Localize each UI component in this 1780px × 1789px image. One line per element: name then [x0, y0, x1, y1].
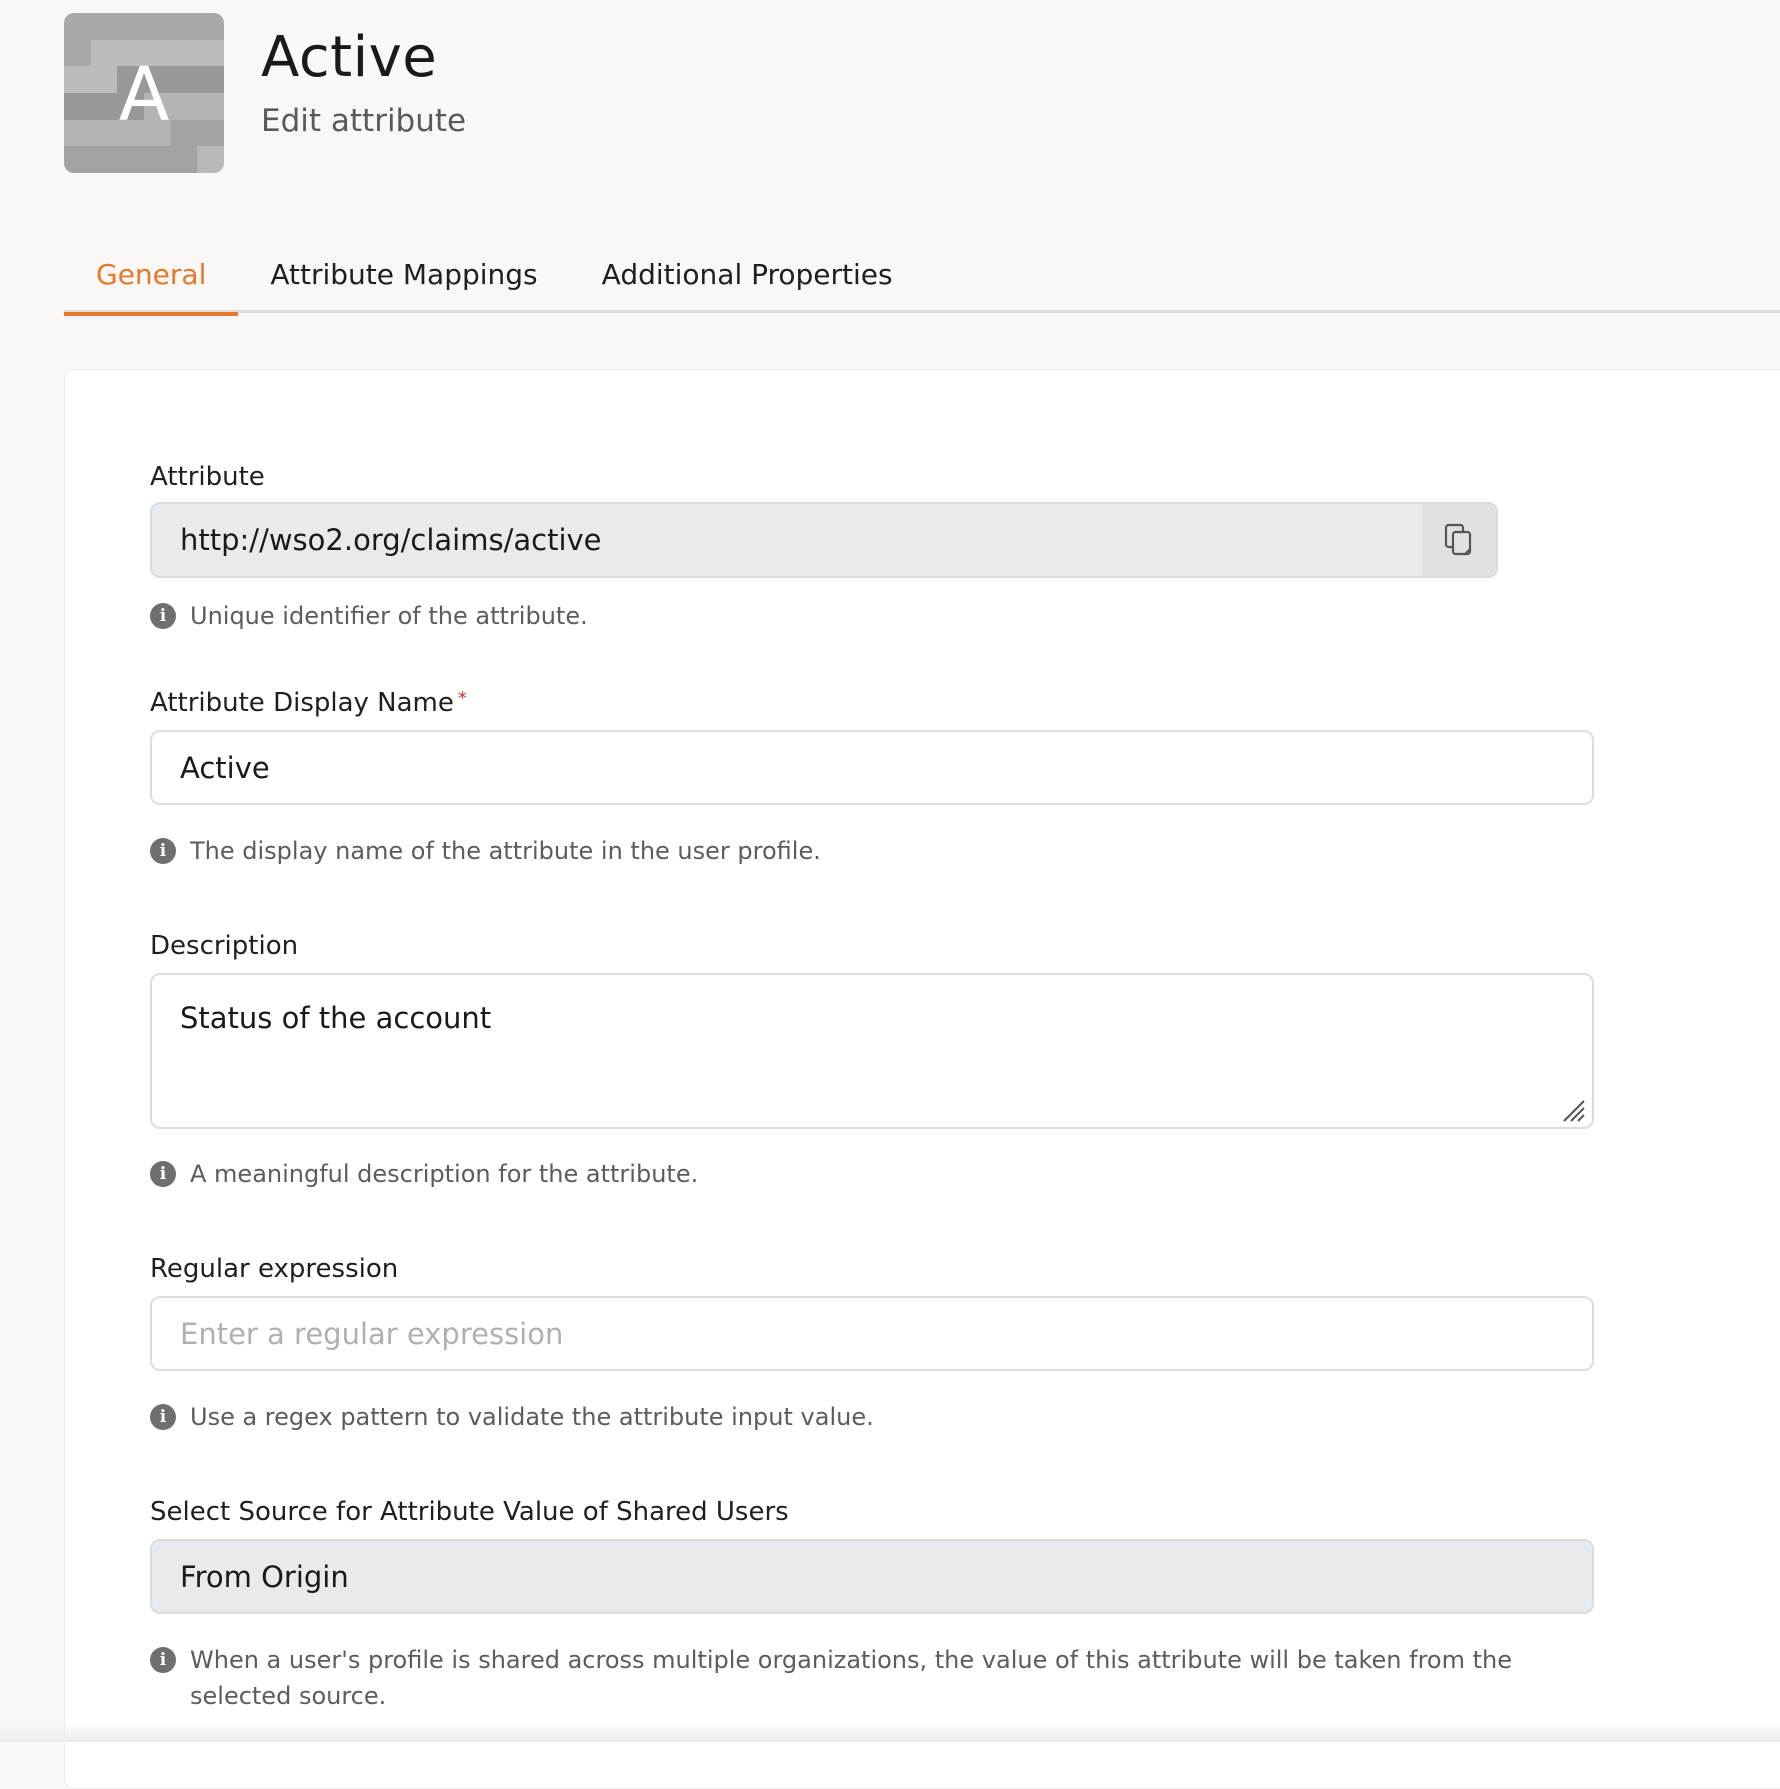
shared-source-select[interactable] — [150, 1539, 1594, 1614]
regex-hint — [150, 1399, 1610, 1435]
info-icon: i — [150, 603, 176, 629]
info-icon: i — [150, 838, 176, 864]
attribute-field[interactable] — [150, 502, 1498, 578]
display-name-hint — [150, 833, 1610, 869]
info-icon: i — [150, 1647, 176, 1673]
avatar-letter: A — [64, 13, 224, 173]
bottom-shadow — [0, 1722, 1780, 1742]
attribute-value[interactable]: http://wso2.org/claims/active — [152, 504, 1422, 576]
attribute-hint-text: Unique identifier of the attribute. — [190, 598, 588, 634]
header-titles — [261, 13, 466, 139]
shared-source-hint-text: When a user's profile is shared across multiple organizations, the value of this attribute will be taken from the selected source. — [190, 1642, 1610, 1714]
tab-attribute-mappings[interactable]: Attribute Mappings — [238, 250, 569, 313]
shared-source-hint — [150, 1642, 1610, 1714]
required-star: * — [458, 688, 467, 709]
display-name-label-text: Attribute Display Name — [150, 688, 454, 718]
tab-general[interactable]: General — [64, 250, 238, 313]
shared-source-label: Select Source for Attribute Value of Shared Users — [150, 1497, 789, 1527]
info-icon: i — [150, 1161, 176, 1187]
regex-label: Regular expression — [150, 1254, 398, 1284]
attribute-label: Attribute — [150, 462, 265, 492]
description-hint — [150, 1156, 1610, 1192]
tab-bar — [64, 250, 1780, 313]
tab-additional-properties[interactable]: Additional Properties — [570, 250, 925, 313]
attribute-hint — [150, 598, 1610, 634]
description-value[interactable]: Status of the account — [180, 1001, 491, 1035]
resize-handle-icon[interactable] — [1560, 1097, 1586, 1123]
page-subtitle: Edit attribute — [261, 103, 466, 139]
regex-hint-text: Use a regex pattern to validate the attribute input value. — [190, 1399, 874, 1435]
display-name-label — [150, 688, 467, 718]
copy-button[interactable] — [1422, 504, 1496, 576]
description-textarea[interactable] — [150, 973, 1594, 1129]
description-label: Description — [150, 931, 298, 961]
display-name-input[interactable] — [150, 730, 1594, 805]
avatar — [64, 13, 224, 173]
page-title: Active — [261, 27, 466, 89]
description-hint-text: A meaningful description for the attribute. — [190, 1156, 698, 1192]
copy-icon — [1444, 523, 1474, 557]
page-header — [64, 13, 466, 173]
regex-input[interactable] — [150, 1296, 1594, 1371]
info-icon: i — [150, 1404, 176, 1430]
display-name-hint-text: The display name of the attribute in the user profile. — [190, 833, 821, 869]
